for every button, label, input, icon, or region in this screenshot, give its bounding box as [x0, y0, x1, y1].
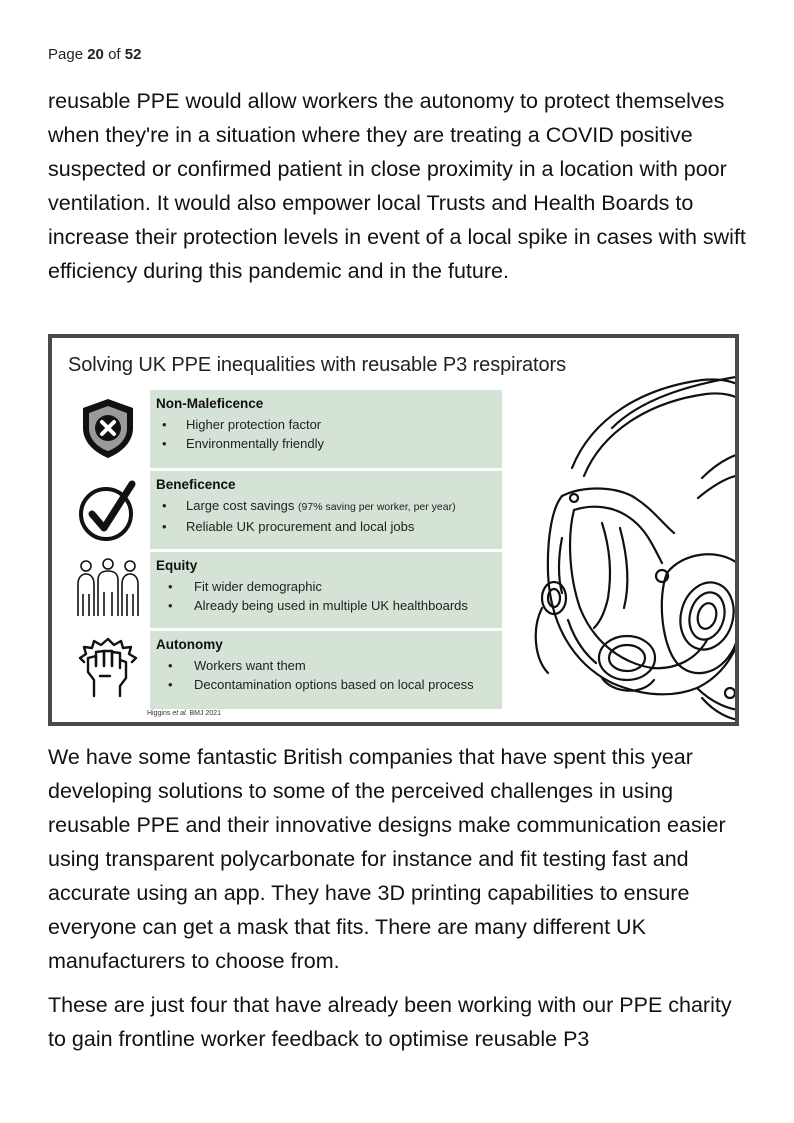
people-group-icon	[76, 556, 140, 620]
respirator-mask-icon	[502, 358, 739, 726]
section-non-maleficence	[150, 390, 502, 468]
paragraph-british-companies: We have some fantastic British companies that have spent this year developing solutions to some of the perceived challenges in using reusable PPE and their innovative designs make communication easier using transparent polycarbonate for instance and fit testing fast and accurate using an app. They have 3D printing capabilities to ensure everyone can get a mask that fits. There are many different UK manufacturers to choose from.	[48, 745, 726, 973]
citation-etal: et al.	[172, 710, 188, 717]
page-label: Page	[48, 46, 84, 63]
section-heading: Autonomy	[156, 637, 223, 652]
list-item: • Workers want them	[156, 656, 494, 675]
section-autonomy	[150, 631, 502, 709]
figure-citation	[147, 710, 221, 717]
list-item: • Higher protection factor	[156, 415, 494, 434]
list-item: • Environmentally friendly	[156, 434, 494, 453]
list-item-text: Large cost savings	[186, 498, 295, 513]
check-circle-icon	[76, 478, 140, 542]
section-heading: Beneficence	[156, 477, 236, 492]
section-heading: Equity	[156, 558, 198, 573]
page-number: 20	[87, 46, 104, 63]
list-item: • Already being used in multiple UK healthboards	[156, 596, 494, 615]
citation-author: Higgins	[147, 710, 171, 717]
list-item	[156, 496, 494, 517]
savings-note: (97% saving per worker, per year)	[298, 501, 456, 513]
section-equity	[150, 552, 502, 628]
shield-x-icon	[76, 396, 140, 460]
list-item: • Fit wider demographic	[156, 577, 494, 596]
section-beneficence	[150, 471, 502, 549]
list-item: • Reliable UK procurement and local jobs	[156, 517, 494, 536]
list-item: • Decontamination options based on local process	[156, 675, 494, 694]
paragraph-intro: reusable PPE would allow workers the autonomy to protect themselves when they're in a situation where they are treating a COVID positive suspected or confirmed patient in close proximity in a location with poor ventilation. It would also empower local Trusts and Health Boards to increase their protection levels in event of a local spike in cases with swift efficiency during this pandemic and in the future.	[48, 89, 746, 283]
total-pages: 52	[124, 46, 142, 63]
citation-source: BMJ 2021	[189, 710, 221, 717]
section-heading: Non-Maleficence	[156, 396, 264, 411]
ppe-infographic	[48, 334, 739, 726]
page-of-label: of	[108, 46, 121, 63]
page-indicator	[48, 46, 141, 63]
paragraph-four-manufacturers: These are just four that have already been working with our PPE charity to gain frontline worker feedback to optimise reusable P3	[48, 993, 732, 1051]
figure-title: Solving UK PPE inequalities with reusable P3 respirators	[68, 354, 566, 376]
raised-fist-icon	[76, 636, 140, 700]
